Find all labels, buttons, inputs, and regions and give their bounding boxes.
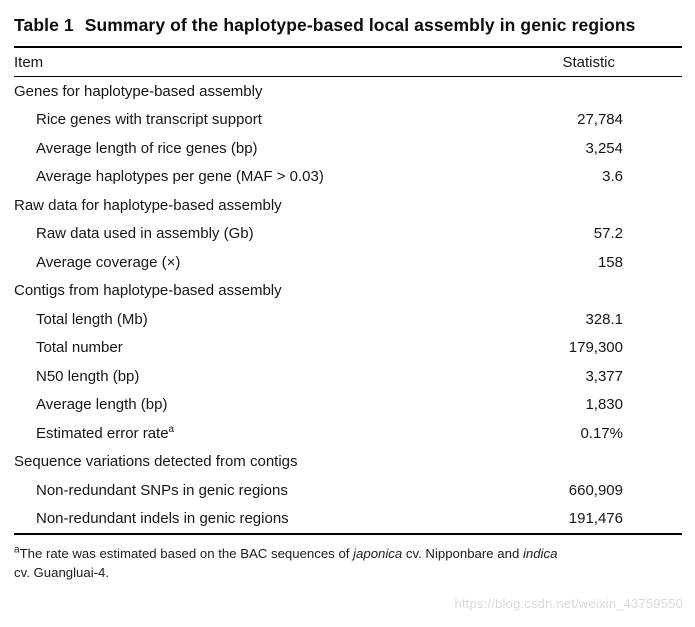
row-label: Non-redundant indels in genic regions: [36, 510, 289, 528]
table-row: [14, 248, 682, 277]
footnote-text: cv. Guangluai-4.: [14, 565, 110, 580]
table-title: [14, 12, 672, 38]
row-label: Total number: [36, 339, 123, 357]
row-label: [14, 425, 467, 442]
table-row: [14, 134, 682, 163]
table-row: [14, 163, 682, 192]
section-row: [14, 277, 682, 306]
table-row: [14, 476, 682, 505]
section-label: Genes for haplotype-based assembly: [14, 82, 263, 100]
table-row: [14, 362, 682, 391]
row-label-text: Estimated error rate: [36, 424, 169, 442]
row-value: 158: [597, 253, 623, 271]
table-footnote: [14, 544, 680, 582]
section-row: [14, 77, 682, 106]
row-label: Average length of rice genes (bp): [36, 139, 258, 157]
footnote-marker: a: [14, 544, 20, 556]
footnote-text: cv. Nipponbare and: [402, 546, 523, 561]
section-row: [14, 448, 682, 477]
table-row: [14, 305, 682, 334]
table-row: [14, 505, 682, 534]
row-value: 3.6: [602, 168, 623, 186]
row-label: N50 length (bp): [36, 367, 140, 385]
row-value: 328.1: [585, 310, 623, 328]
row-value: 3,254: [585, 139, 623, 157]
table-number: Table 1: [14, 15, 74, 35]
row-label: Non-redundant SNPs in genic regions: [36, 481, 288, 499]
row-value: 57.2: [593, 225, 623, 243]
row-value: 179,300: [568, 339, 623, 357]
row-value: 27,784: [577, 111, 623, 129]
column-header-item: Item: [14, 53, 44, 71]
table-header-row: [14, 48, 682, 76]
row-label: Raw data used in assembly (Gb): [36, 225, 254, 243]
table-row: [14, 220, 682, 249]
footnote-italic-indica: indica: [522, 546, 558, 561]
divider-bottom: [14, 533, 682, 535]
table-body: [14, 77, 682, 533]
row-value: 0.17%: [580, 424, 623, 442]
footnote-italic-japonica: japonica: [353, 546, 403, 561]
table-row: [14, 106, 682, 135]
section-label: Sequence variations detected from contigs: [14, 453, 298, 471]
row-value: 191,476: [568, 510, 623, 528]
table-caption: Summary of the haplotype-based local assembly in genic regions: [84, 15, 636, 35]
section-label: Contigs from haplotype-based assembly: [14, 282, 282, 300]
section-row: [14, 191, 682, 220]
row-value: 3,377: [585, 367, 623, 385]
table-row: [14, 334, 682, 363]
row-value: 1,830: [585, 396, 623, 414]
row-label: Total length (Mb): [36, 310, 148, 328]
row-label: Average coverage (×): [36, 253, 181, 271]
watermark-url: https://blog.csdn.net/weixin_43759550: [454, 596, 683, 611]
table-row: [14, 391, 682, 420]
footnote-marker: a: [168, 423, 175, 435]
table-row: [14, 419, 682, 448]
section-label: Raw data for haplotype-based assembly: [14, 196, 282, 214]
column-header-statistic: Statistic: [562, 53, 615, 71]
row-label: Average length (bp): [36, 396, 168, 414]
footnote-text: The rate was estimated based on the BAC sequences of: [19, 546, 354, 561]
row-value: 660,909: [568, 481, 623, 499]
row-label: Average haplotypes per gene (MAF > 0.03): [36, 168, 324, 186]
row-label: Rice genes with transcript support: [36, 111, 262, 129]
